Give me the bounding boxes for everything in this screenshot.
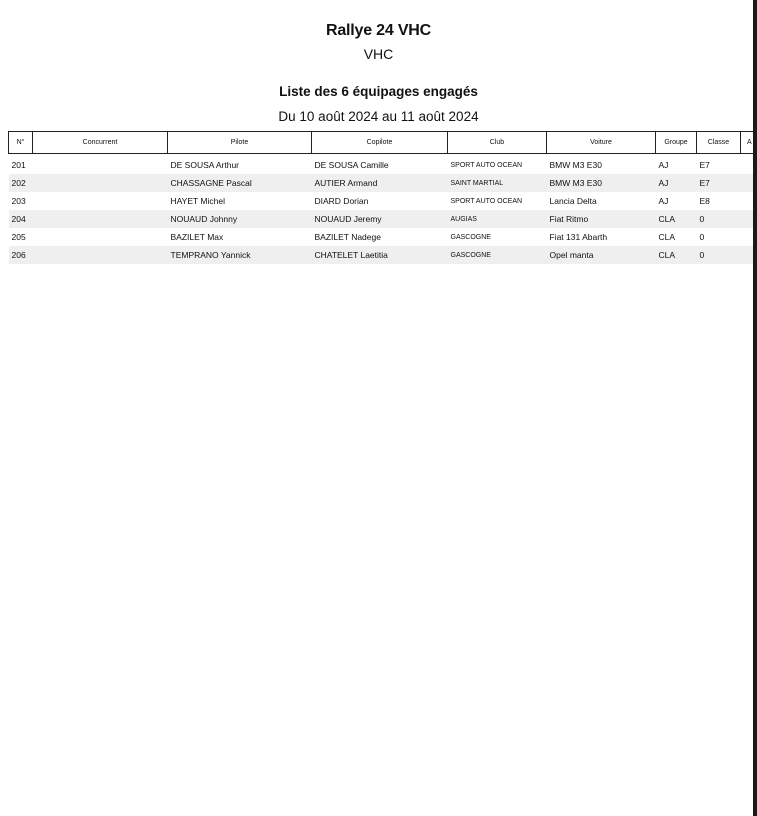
cell-voiture: Fiat Ritmo [547,210,656,228]
cell-number: 204 [9,210,33,228]
column-header-truncated: A [741,132,754,154]
cell-club: SAINT MARTIAL [448,174,547,192]
cell-classe: 0 [699,232,705,242]
cell-voiture: Fiat 131 Abarth [549,232,608,242]
cell-extra [741,156,754,174]
entries-table [8,131,753,264]
cell-concurrent [33,174,168,192]
cell-extra [741,228,754,246]
cell-number: 203 [11,196,26,206]
cell-voiture: Lancia Delta [549,196,597,206]
cell-number: 201 [11,160,26,170]
cell-groupe: CLA [656,246,697,264]
table-row [9,246,754,264]
cell-number: 202 [9,174,33,192]
cell-pilote: BAZILET Max [170,232,224,242]
cell-extra [741,192,754,210]
cell-voiture: BMW M3 E30 [549,160,602,170]
cell-voiture: BMW M3 E30 [547,174,656,192]
entries-table-container [8,131,753,264]
cell-classe: 0 [697,246,741,264]
cell-copilote: NOUAUD Jeremy [312,210,448,228]
cell-club: SPORT AUTO OCEAN [450,161,523,169]
event-dates: Du 10 août 2024 au 11 août 2024 [278,109,479,124]
cell-concurrent [33,192,168,210]
column-header-club: Club [448,132,547,154]
cell-groupe: CLA [658,232,676,242]
cell-concurrent [33,210,168,228]
table-header-row [9,132,754,154]
cell-extra [741,246,754,264]
cell-classe: E7 [697,174,741,192]
cell-club: GASCOGNE [450,233,491,241]
column-header-concurrent: Concurrent [33,132,168,154]
cell-groupe: AJ [658,160,669,170]
cell-pilote: TEMPRANO Yannick [168,246,312,264]
cell-concurrent [33,228,168,246]
document-subtitle: VHC [363,46,394,62]
cell-copilote: DE SOUSA Camille [314,160,389,170]
cell-number: 206 [9,246,33,264]
cell-copilote: CHATELET Laetitia [312,246,448,264]
column-header-classe: Classe [697,132,741,154]
cell-groupe: AJ [658,196,669,206]
table-row [9,228,754,246]
page-edge-border [753,0,757,816]
cell-extra [741,174,754,192]
cell-classe: E8 [699,196,710,206]
table-row [9,210,754,228]
cell-pilote: NOUAUD Johnny [168,210,312,228]
cell-groupe: CLA [656,210,697,228]
column-header-copilote: Copilote [312,132,448,154]
cell-copilote: DIARD Dorian [314,196,369,206]
table-row [9,192,754,210]
cell-pilote: HAYET Michel [170,196,225,206]
table-row [9,174,754,192]
cell-extra [741,210,754,228]
cell-pilote: DE SOUSA Arthur [170,160,239,170]
table-row [9,156,754,174]
cell-groupe: AJ [656,174,697,192]
cell-copilote: AUTIER Armand [312,174,448,192]
cell-club: SPORT AUTO OCEAN [450,197,523,205]
column-header-number: N° [9,132,33,154]
column-header-pilote: Pilote [168,132,312,154]
cell-club: GASCOGNE [448,246,547,264]
cell-classe: E7 [699,160,710,170]
cell-concurrent [33,246,168,264]
cell-pilote: CHASSAGNE Pascal [168,174,312,192]
list-title: Liste des 6 équipages engagés [279,84,478,99]
column-header-voiture: Voiture [547,132,656,154]
cell-voiture: Opel manta [547,246,656,264]
cell-number: 205 [11,232,26,242]
cell-concurrent [33,156,168,174]
cell-classe: 0 [697,210,741,228]
cell-club: AUGIAS [448,210,547,228]
document-title: Rallye 24 VHC [325,22,431,39]
cell-copilote: BAZILET Nadege [314,232,381,242]
column-header-groupe: Groupe [656,132,697,154]
